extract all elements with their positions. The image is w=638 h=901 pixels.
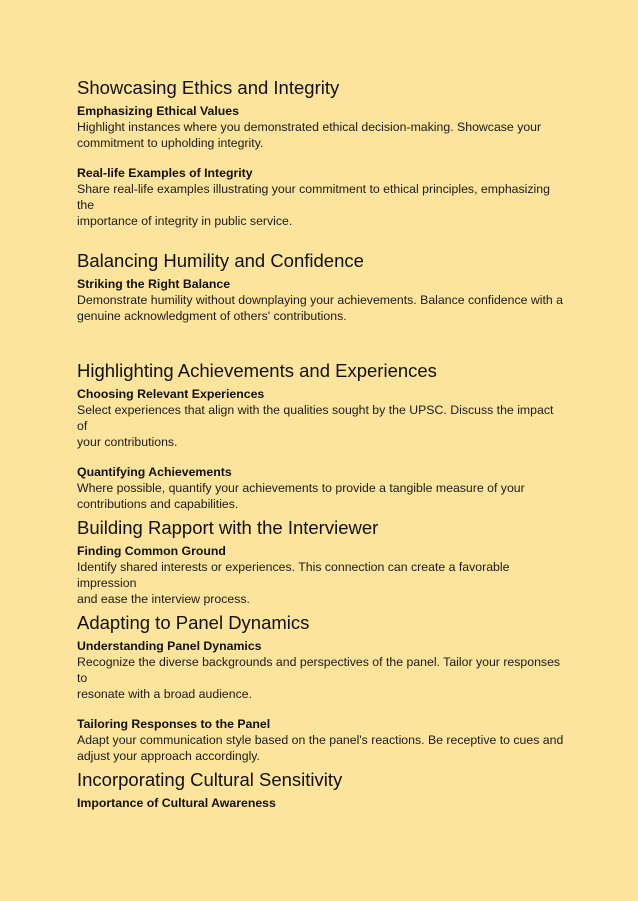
section-cultural-sensitivity [77,769,567,811]
subsection-tailoring-responses [77,716,567,764]
paragraph-line: Identify shared interests or experiences. This connection can create a favorable impression [77,560,510,590]
paragraph-line: genuine acknowledgment of others' contributions. [77,309,347,323]
subsection-heading: Tailoring Responses to the Panel [77,717,271,731]
paragraph-line: and ease the interview process. [77,592,250,606]
subsection-heading: Striking the Right Balance [77,277,231,291]
paragraph-line: your contributions. [77,435,178,449]
subsection-cultural-awareness [77,795,567,811]
section-achievements-experiences [77,360,567,512]
subsection-heading: Emphasizing Ethical Values [77,104,239,118]
subsection-quantifying-achievements [77,464,567,512]
section-humility-confidence [77,250,567,324]
subsection-ethical-values [77,103,567,151]
section-ethics-integrity [77,77,567,229]
paragraph [77,732,567,764]
section-title: Building Rapport with the Interviewer [77,517,379,538]
subsection-common-ground [77,543,567,607]
paragraph-line: resonate with a broad audience. [77,687,253,701]
subsection-heading: Understanding Panel Dynamics [77,639,262,653]
paragraph [77,654,567,702]
section-rapport-interviewer [77,517,567,607]
paragraph-line: adjust your approach accordingly. [77,749,260,763]
paragraph-line: Where possible, quantify your achievements to provide a tangible measure of your [77,481,525,495]
paragraph [77,402,567,450]
paragraph-line: Recognize the diverse backgrounds and perspectives of the panel. Tailor your responses to [77,655,561,685]
paragraph-line: contributions and capabilities. [77,497,239,511]
subsection-right-balance [77,276,567,324]
section-title: Incorporating Cultural Sensitivity [77,769,343,790]
subsection-integrity-examples [77,165,567,229]
section-title: Highlighting Achievements and Experiences [77,360,437,381]
section-title: Adapting to Panel Dynamics [77,612,310,633]
paragraph [77,292,567,324]
section-panel-dynamics [77,612,567,764]
subsection-heading: Finding Common Ground [77,544,226,558]
subsection-heading: Choosing Relevant Experiences [77,387,265,401]
section-title: Balancing Humility and Confidence [77,250,364,271]
paragraph-line: importance of integrity in public service. [77,214,293,228]
paragraph [77,181,567,229]
paragraph-line: Select experiences that align with the qualities sought by the UPSC. Discuss the impact of [77,403,554,433]
paragraph-line: commitment to upholding integrity. [77,136,264,150]
section-title: Showcasing Ethics and Integrity [77,77,340,98]
paragraph-line: Highlight instances where you demonstrated ethical decision-making. Showcase your [77,120,542,134]
subsection-heading: Quantifying Achievements [77,465,232,479]
subsection-heading: Real-life Examples of Integrity [77,166,253,180]
paragraph-line: Adapt your communication style based on the panel's reactions. Be receptive to cues and [77,733,564,747]
subsection-relevant-experiences [77,386,567,450]
subsection-understanding-panel [77,638,567,702]
subsection-heading: Importance of Cultural Awareness [77,796,276,810]
paragraph [77,119,567,151]
paragraph [77,480,567,512]
paragraph-line: Share real-life examples illustrating your commitment to ethical principles, emphasizing the [77,182,550,212]
paragraph [77,559,567,607]
paragraph-line: Demonstrate humility without downplaying your achievements. Balance confidence with a [77,293,563,307]
